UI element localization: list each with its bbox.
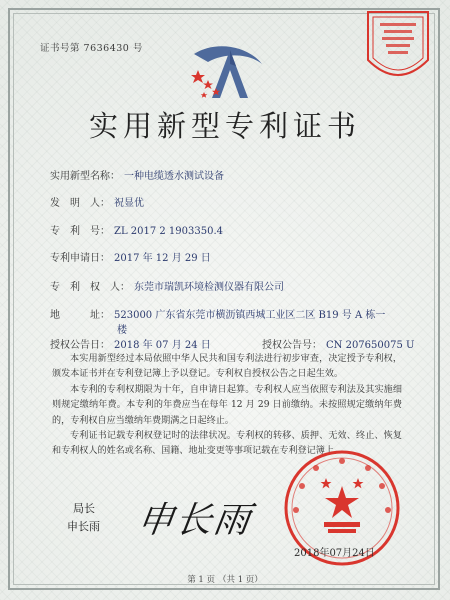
field-inventor	[50, 194, 144, 209]
legal-text	[52, 352, 402, 460]
cert-no-label: 证书号第	[40, 43, 81, 54]
page-footer	[0, 573, 450, 585]
field-value: 祝显优	[114, 198, 144, 209]
field-value: CN 207650075 U	[326, 340, 415, 351]
page-number: 第 1 页	[187, 575, 215, 585]
field-key: 专利申请日：	[50, 253, 110, 264]
field-address	[50, 306, 385, 321]
certificate-number	[40, 40, 143, 54]
field-grant-number	[262, 336, 414, 351]
field-value: ZL 2017 2 1903350.4	[114, 226, 224, 237]
patent-office-logo-icon	[186, 42, 270, 102]
field-key: 实用新型名称：	[50, 171, 120, 182]
field-grant-date	[50, 336, 211, 351]
field-value: 东莞市瑞凯环境检测仪器有限公司	[134, 282, 284, 293]
cert-no-value: 7636430	[83, 43, 130, 54]
field-key: 发 明 人：	[50, 198, 110, 209]
field-value: 楼	[117, 325, 127, 336]
certificate-title: 实用新型专利证书	[88, 109, 361, 143]
page-total: （共 1 页）	[218, 575, 263, 585]
paragraph-term: 本专利的专利权期限为十年，自申请日起算。专利权人应当依照专利法及其实施细则规定缴纳年费。本专利的年费应当在每年 12 月 29 日前缴纳。未按照规定缴纳年费的，专利权自应当缴纳年费期满之日起终止。	[52, 384, 402, 426]
field-address-line2	[113, 321, 127, 336]
field-patent-number	[50, 222, 223, 237]
agency-seal-icon	[362, 8, 434, 86]
field-key: 授权公告日：	[50, 340, 110, 351]
field-value: 一种电缆透水测试设备	[124, 171, 224, 182]
signer-title: 局长	[73, 502, 95, 515]
field-value: 2018 年 07 月 24 日	[114, 340, 211, 351]
cert-no-suffix: 号	[132, 43, 143, 54]
field-value: 2017 年 12 月 29 日	[114, 253, 211, 264]
field-key: 授权公告号：	[262, 340, 322, 351]
paragraph-grant: 本实用新型经过本局依照中华人民共和国专利法进行初步审查，决定授予专利权，颁发本证书并在专利登记簿上予以登记。专利权自授权公告之日起生效。	[52, 354, 402, 380]
paragraph-register: 专利证书记载专利权登记时的法律状况。专利权的转移、质押、无效、终止、恢复和专利权人的姓名或名称、国籍、地址变更等事项记载在专利登记簿上。	[52, 431, 402, 457]
field-patentee	[50, 278, 284, 293]
field-utility-name	[50, 167, 224, 182]
field-value: 523000 广东省东莞市横沥镇西城工业区二区 B19 号 A 栋一	[114, 310, 386, 321]
signer-name: 申长雨	[67, 520, 100, 533]
field-key: 专 利 权 人：	[50, 282, 130, 293]
field-key: 专 利 号：	[50, 226, 110, 237]
seal-date: 2018年07月24日	[294, 548, 375, 559]
handwritten-signature: 申长雨	[134, 500, 255, 541]
field-application-date	[50, 249, 211, 264]
field-key: 地 址：	[50, 310, 110, 321]
